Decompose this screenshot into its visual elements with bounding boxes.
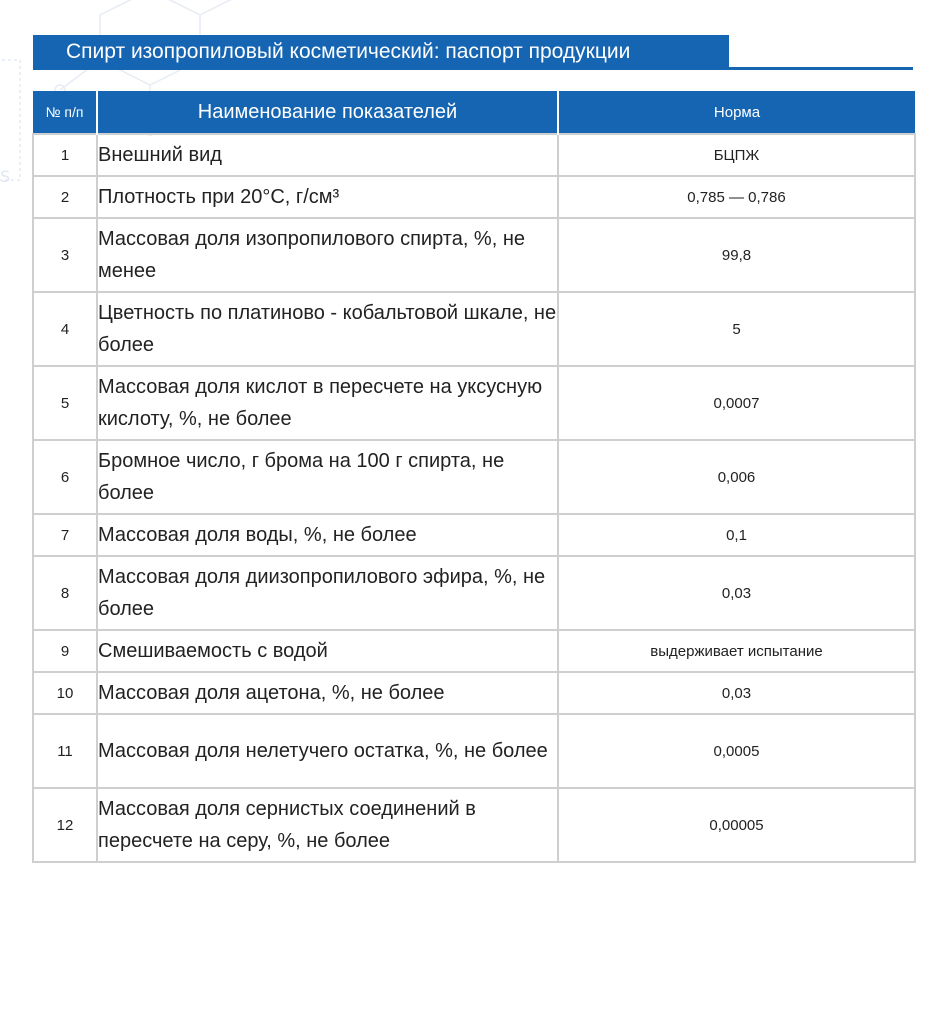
product-spec-table xyxy=(32,91,916,863)
table-row xyxy=(33,440,915,514)
row-norm: 99,8 xyxy=(558,218,915,292)
table-row xyxy=(33,672,915,714)
row-norm: 0,00005 xyxy=(558,788,915,862)
table-row xyxy=(33,556,915,630)
row-norm: 0,03 xyxy=(558,672,915,714)
row-name: Цветность по платиново - кобальтовой шкале, не более xyxy=(97,292,558,366)
table-row xyxy=(33,714,915,788)
table-row xyxy=(33,292,915,366)
table-row xyxy=(33,788,915,862)
table-row xyxy=(33,366,915,440)
title-underline xyxy=(33,67,913,70)
row-name: Массовая доля диизопропилового эфира, %, не более xyxy=(97,556,558,630)
row-num: 4 xyxy=(33,292,97,366)
row-name: Внешний вид xyxy=(97,134,558,176)
row-num: 10 xyxy=(33,672,97,714)
page-title: Спирт изопропиловый косметический: паспорт продукции xyxy=(33,35,729,68)
row-num: 9 xyxy=(33,630,97,672)
row-name: Смешиваемость с водой xyxy=(97,630,558,672)
row-num: 12 xyxy=(33,788,97,862)
row-norm: 0,0007 xyxy=(558,366,915,440)
table-header-row xyxy=(33,91,915,134)
row-name: Массовая доля сернистых соединений в пересчете на серу, %, не более xyxy=(97,788,558,862)
row-norm: 0,006 xyxy=(558,440,915,514)
row-num: 5 xyxy=(33,366,97,440)
row-num: 6 xyxy=(33,440,97,514)
svg-text:S: S xyxy=(0,167,11,186)
row-name: Массовая доля воды, %, не более xyxy=(97,514,558,556)
row-norm: выдерживает испытание xyxy=(558,630,915,672)
header-num: № п/п xyxy=(33,91,97,134)
row-norm: 5 xyxy=(558,292,915,366)
header-name: Наименование показателей xyxy=(97,91,558,134)
table-row xyxy=(33,134,915,176)
row-norm: 0,03 xyxy=(558,556,915,630)
row-name: Массовая доля нелетучего остатка, %, не более xyxy=(97,714,558,788)
row-num: 11 xyxy=(33,714,97,788)
row-name: Плотность при 20°С, г/см³ xyxy=(97,176,558,218)
row-num: 2 xyxy=(33,176,97,218)
row-name: Массовая доля ацетона, %, не более xyxy=(97,672,558,714)
row-num: 8 xyxy=(33,556,97,630)
row-name: Массовая доля изопропилового спирта, %, не менее xyxy=(97,218,558,292)
row-norm: 0,1 xyxy=(558,514,915,556)
header-norm: Норма xyxy=(558,91,915,134)
table-row xyxy=(33,218,915,292)
row-num: 3 xyxy=(33,218,97,292)
table-row xyxy=(33,630,915,672)
row-norm: БЦПЖ xyxy=(558,134,915,176)
table-row xyxy=(33,514,915,556)
row-name: Бромное число, г брома на 100 г спирта, не более xyxy=(97,440,558,514)
row-num: 1 xyxy=(33,134,97,176)
row-norm: 0,785 — 0,786 xyxy=(558,176,915,218)
row-norm: 0,0005 xyxy=(558,714,915,788)
table-row xyxy=(33,176,915,218)
row-name: Массовая доля кислот в пересчете на уксусную кислоту, %, не более xyxy=(97,366,558,440)
row-num: 7 xyxy=(33,514,97,556)
